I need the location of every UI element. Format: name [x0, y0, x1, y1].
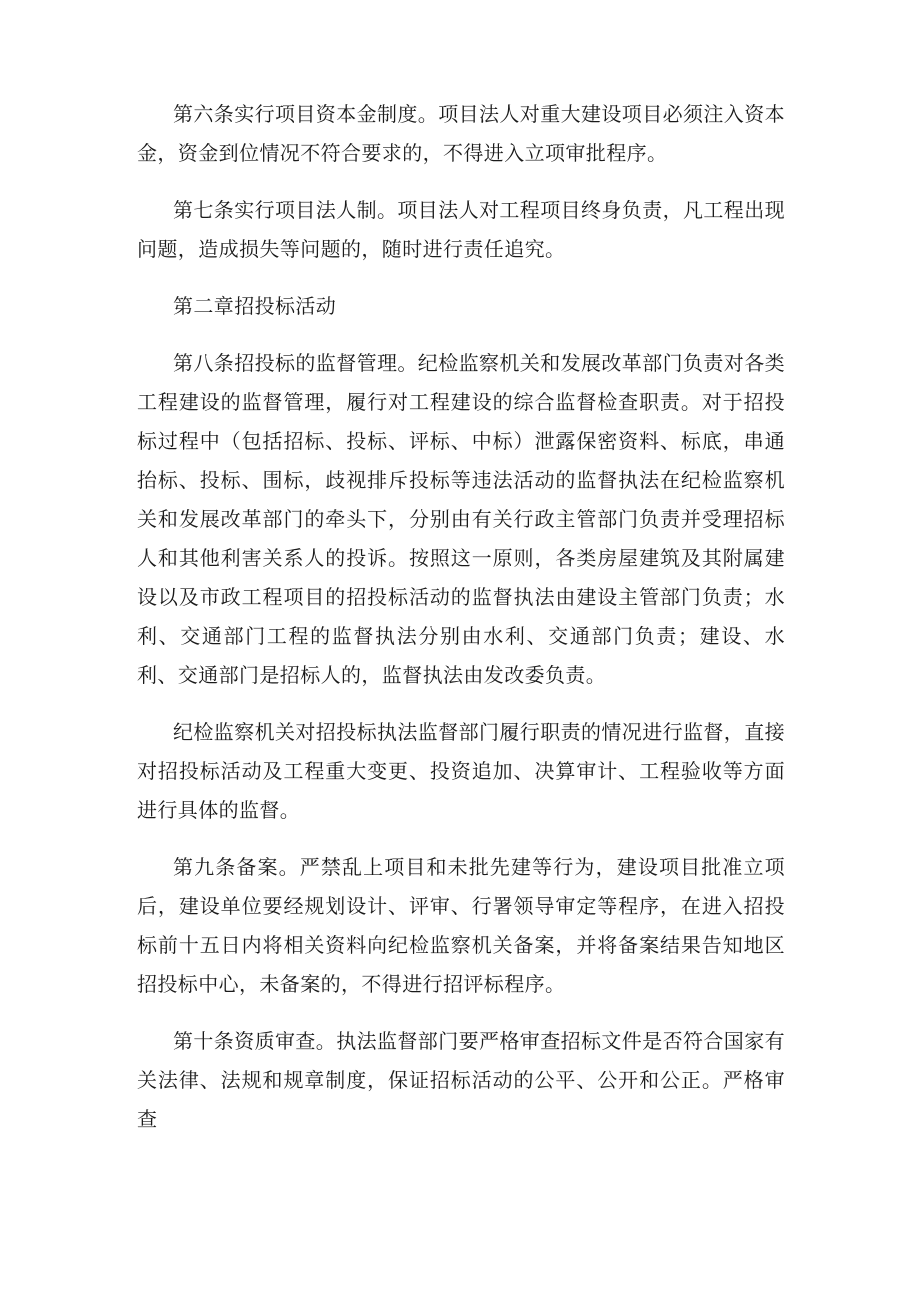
- article-8-paragraph: 第八条招投标的监督管理。纪检监察机关和发展改革部门负责对各类工程建设的监督管理，履行对工程建设的综合监督检查职责。对于招投标过程中（包括招标、投标、评标、中标）泄露保密资料、标底，串通抬标、投标、围标，歧视排斥投标等违法活动的监督执法在纪检监察机关和发展改革部门的牵头下，分别由有关行政主管部门负责并受理招标人和其他利害关系人的投诉。按照这一原则，各类房屋建筑及其附属建设以及市政工程项目的招投标活动的监督执法由建设主管部门负责；水利、交通部门工程的监督执法分别由水利、交通部门负责；建设、水利、交通部门是招标人的，监督执法由发改委负责。: [137, 351, 785, 687]
- chapter-2-heading: 第二章招投标活动: [173, 294, 337, 318]
- article-6-paragraph: 第六条实行项目资本金制度。项目法人对重大建设项目必须注入资本金，资金到位情况不符合要求的，不得进入立项审批程序。: [137, 102, 785, 165]
- article-10-paragraph: 第十条资质审查。执法监督部门要严格审查招标文件是否符合国家有关法律、法规和规章制度，保证招标活动的公平、公开和公正。严格审查: [137, 1029, 785, 1131]
- document-page: [137, 95, 785, 1157]
- article-9-paragraph: 第九条备案。严禁乱上项目和未批先建等行为，建设项目批准立项后，建设单位要经规划设计、评审、行署领导审定等程序，在进入招投标前十五日内将相关资料向纪检监察机关备案，并将备案结果告知地区招投标中心，未备案的，不得进行招评标程序。: [137, 855, 785, 996]
- supervision-paragraph: 纪检监察机关对招投标执法监督部门履行职责的情况进行监督，直接对招投标活动及工程重大变更、投资追加、决算审计、工程验收等方面进行具体的监督。: [137, 720, 785, 822]
- article-7-paragraph: 第七条实行项目法人制。项目法人对工程项目终身负责，凡工程出现问题，造成损失等问题的，随时进行责任追究。: [137, 198, 785, 261]
